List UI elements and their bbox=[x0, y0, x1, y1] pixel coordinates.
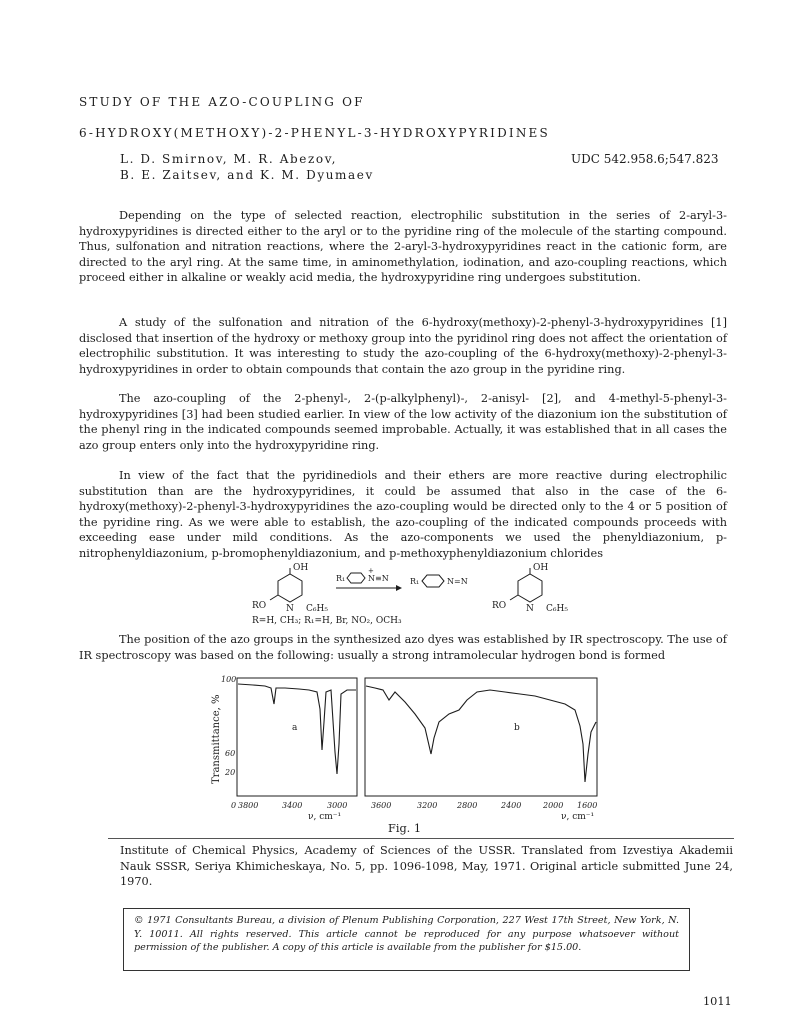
n-label-right: N bbox=[526, 604, 534, 614]
panel-b-xtick-1600: 1600 bbox=[577, 801, 598, 810]
panel-b-label: b bbox=[514, 723, 520, 733]
n-label-left: N bbox=[286, 604, 294, 614]
c6h5-label-left: C₆H₅ bbox=[306, 604, 328, 614]
ir-spectrum-figure bbox=[205, 674, 605, 824]
panel-b-frame bbox=[365, 678, 597, 796]
paragraph-4: In view of the fact that the pyridinediols and their ethers are more reactive during electrophilic substitution than are the hydroxypyridines, it could be assumed that also in the case of the 6-hydroxy(methoxy)-2-phenyl-3-hydroxypyridines the azo-coupling would be directed only to the 4 or 5 position of the pyridine ring. As we were able to establish, the azo-coupling of the indicated compounds proceeds with exceeding ease under mild conditions. As the azo-components we used the phenyldiazonium, p-nitrophenyldiazonium, p-bromophenyldiazonium, and p-methoxyphenyldiazonium chlorides bbox=[79, 469, 727, 560]
authors-line-1: L. D. Smirnov, M. R. Abezov, bbox=[120, 152, 338, 166]
figure-caption: Fig. 1 bbox=[388, 822, 422, 835]
panel-b-xtick-2400: 2400 bbox=[501, 801, 522, 810]
reagent-plus: + bbox=[368, 567, 374, 575]
arrow-head bbox=[396, 585, 402, 591]
spectrum-b-trace bbox=[366, 686, 596, 782]
copyright-notice: © 1971 Consultants Bureau, a division of Plenum Publishing Corporation, 227 West 17th Street, New York, N. Y. 10011. All rights reserved. This article cannot be reproduced for any purpose whatsoever without permission of the publisher. A copy of this article is available from the publisher for $15.00. bbox=[123, 908, 690, 971]
reagent-phenyl-ring bbox=[347, 573, 365, 583]
ytick-20: 20 bbox=[225, 768, 236, 777]
pyridine-ring-left bbox=[278, 574, 302, 602]
affiliation-footnote: Institute of Chemical Physics, Academy of Sciences of the USSR. Translated from Izvestiya Akademii Nauk SSSR, Seriya Khimicheskaya, No. 5, pp. 1096-1098, May, 1971. Original article submitted June 24, 1970. bbox=[120, 844, 733, 889]
panel-a-xtick-3800: 3800 bbox=[238, 801, 259, 810]
title-line-2: 6-HYDROXY(METHOXY)-2-PHENYL-3-HYDROXYPYRIDINES bbox=[79, 126, 550, 140]
pyridine-ring-right bbox=[518, 574, 542, 602]
paragraph-1: Depending on the type of selected reaction, electrophilic substitution in the series of 2-aryl-3-hydroxypyridines is directed either to the aryl or to the pyridine ring of the molecule of the starting compound. Thus, sulfonation and nitration reactions, where the 2-aryl-3-hydroxypyridines react in the cationic form, are directed to the aryl ring. At the same time, in aminomethylation, iodination, and azo-coupling reactions, which proceed either in alkaline or weakly acid media, the hydroxypyridine ring undergoes substitution. bbox=[79, 209, 727, 285]
reagent-n2: N≡N bbox=[368, 574, 389, 583]
panel-a-xlabel: ν, cm⁻¹ bbox=[308, 812, 342, 822]
udc-code: UDC 542.958.6;547.823 bbox=[571, 152, 719, 166]
panel-b-xtick-3200: 3200 bbox=[417, 801, 438, 810]
ro-bond-right bbox=[510, 595, 518, 600]
panel-a-label: a bbox=[292, 723, 298, 733]
ro-label-right: RO bbox=[492, 601, 507, 611]
paragraph-2: A study of the sulfonation and nitration of the 6-hydroxy(methoxy)-2-phenyl-3-hydroxypyridines [1] disclosed that insertion of the hydroxy or methoxy group into the pyridinol ring does not affect the orientation of electrophilic substitution. It was interesting to study the azo-coupling of the 6-hydroxy(methoxy)-2-phenyl-3-hydroxypyridines in order to obtain compounds that contain the azo group in the pyridine ring. bbox=[79, 316, 727, 376]
c6h5-label-right: C₆H₅ bbox=[546, 604, 568, 614]
y-axis-label: Transmittance, % bbox=[211, 694, 222, 784]
paragraph-5: The position of the azo groups in the synthesized azo dyes was established by IR spectroscopy. The use of IR spectroscopy was based on the following: usually a strong intramolecular hydrogen bond is formed bbox=[79, 633, 727, 662]
ytick-100: 100 bbox=[221, 675, 237, 684]
product-azo-label: N=N bbox=[447, 577, 468, 586]
oh-label-right: OH bbox=[533, 563, 549, 573]
authors-line-2: B. E. Zaitsev, and K. M. Dyumaev bbox=[120, 168, 374, 182]
panel-a-xtick-3000: 3000 bbox=[327, 801, 348, 810]
panel-b-xtick-3600: 3600 bbox=[371, 801, 392, 810]
ytick-60: 60 bbox=[225, 749, 236, 758]
title-line-1: STUDY OF THE AZO-COUPLING OF bbox=[79, 95, 365, 109]
page-number: 1011 bbox=[703, 995, 732, 1008]
reaction-scheme bbox=[250, 563, 580, 631]
product-phenyl-ring bbox=[422, 575, 444, 587]
origin-label: 0 bbox=[231, 801, 237, 810]
product-r1: R₁ bbox=[410, 577, 420, 586]
panel-b-xtick-2800: 2800 bbox=[457, 801, 478, 810]
panel-b-xlabel: ν, cm⁻¹ bbox=[561, 812, 595, 822]
ro-label-left: RO bbox=[252, 601, 267, 611]
oh-label-left: OH bbox=[293, 563, 309, 573]
footnote-divider bbox=[108, 838, 734, 839]
panel-b-xtick-2000: 2000 bbox=[543, 801, 564, 810]
ro-bond-left bbox=[270, 595, 278, 600]
paragraph-3: The azo-coupling of the 2-phenyl-, 2-(p-alkylphenyl)-, 2-anisyl- [2], and 4-methyl-5-phenyl-3-hydroxypyridines [3] had been studied earlier. In view of the low activity of the diazonium ion the substitution of the phenyl ring in the indicated compounds seemed improbable. Actually, it was established that in all cases the azo group enters only into the hydroxypyridine ring. bbox=[79, 392, 727, 452]
reagent-r1: R₁ bbox=[336, 574, 346, 583]
panel-a-xtick-3400: 3400 bbox=[282, 801, 303, 810]
scheme-conditions: R=H, CH₃; R₁=H, Br, NO₂, OCH₃ bbox=[252, 616, 402, 626]
